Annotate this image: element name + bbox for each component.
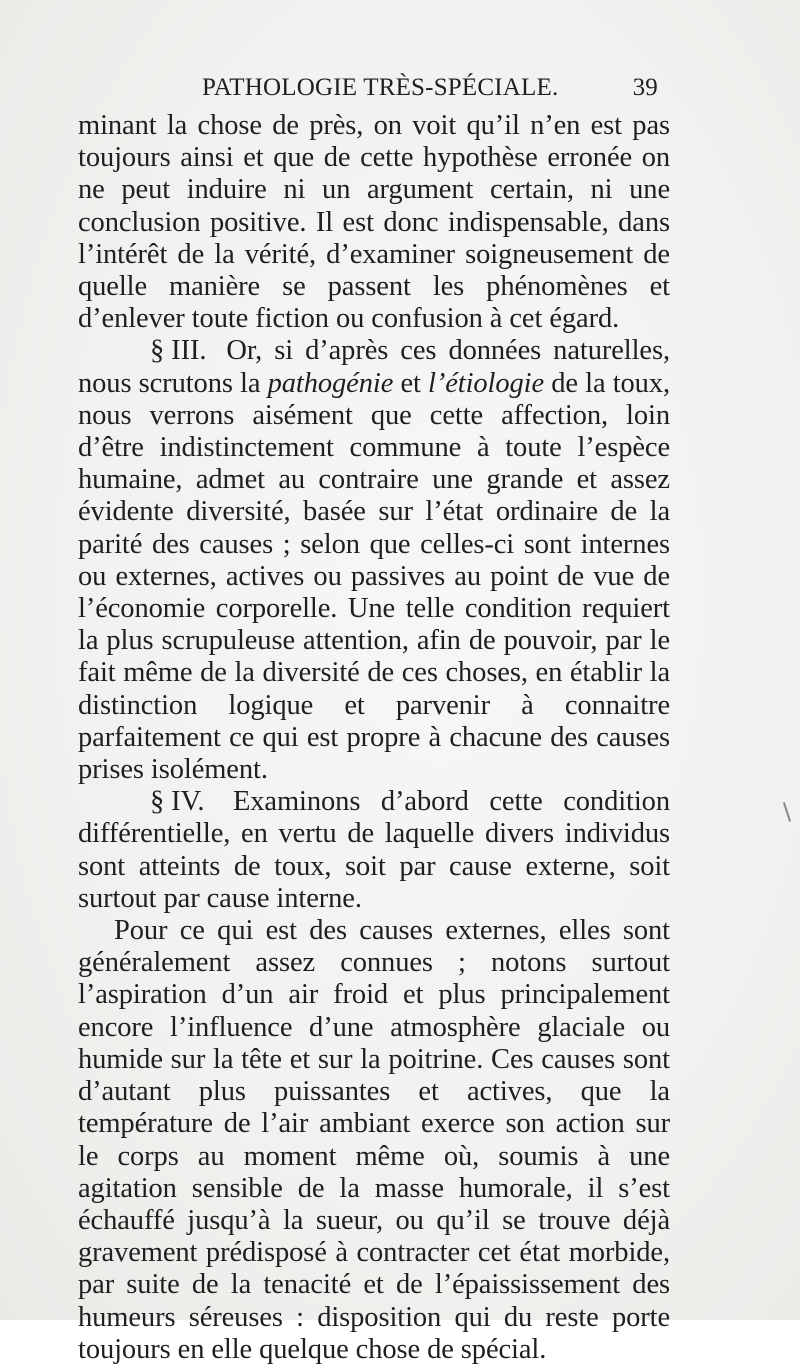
section-iv-paragraph [78,786,670,915]
page-number: 39 [632,74,658,101]
section-mark-iv: § IV. [150,786,205,818]
external-causes-paragraph [78,915,670,1366]
section-mark-iii: § III. [150,335,207,367]
running-head [78,74,658,108]
body-text [78,110,670,1366]
section-iv-text: Examinons d’abord cette condition différentielle, en vertu de laquelle divers individus sont atteints de toux, soit par cause externe, soit surtout par cause interne. [78,786,670,914]
section-iii-text-a: Or, si d’après ces données naturelles, nous scrutons la [78,335,670,399]
margin-mark [783,802,791,822]
running-title: PATHOLOGIE TRÈS-SPÉCIALE. [202,74,559,101]
paragraph-continued [78,110,670,335]
section-iii-text-c: de la toux, nous verrons aisément que cette affection, loin d’être indistinctement commune à toute l’espèce humaine, admet au contraire une grande et assez évidente diversité, basée sur l’état ordinaire de la parité des causes ; selon que celles-ci sont internes ou externes, actives ou passives au point de vue de l’économie corporelle. Une telle condition requiert la plus scrupuleuse attention, afin de pouvoir, par le fait même de la diversité de ces choses, en établir la distinction logique et parvenir à connaitre parfaitement ce qui est propre à chacune des causes prises isolément. [78,367,671,786]
paragraph-text: Pour ce qui est des causes externes, elles sont généralement assez connues ; notons surtout l’aspiration d’un air froid et plus principalement encore l’influence d’une atmosphère glaciale ou humide sur la tête et sur la poitrine. Ces causes sont d’autant plus puissantes et actives, que la température de l’air ambiant exerce son action sur le corps au moment même où, soumis à une agitation sensible de la masse humorale, il s’est échauffé jusqu’à la sueur, ou qu’il se trouve déjà gravement prédisposé à contracter cet état morbide, par suite de la tenacité et de l’épaississement des humeurs séreuses : disposition qui du reste porte toujours en elle quelque chose de spécial. [78,915,670,1365]
term-pathogenie: pathogénie [267,367,394,399]
paragraph-text: minant la chose de près, on voit qu’il n’en est pas toujours ainsi et que de cette hypothèse erronée on ne peut induire ni un argument certain, ni une conclusion positive. Il est donc indispensable, dans l’intérêt de la vérité, d’examiner soigneusement de quelle manière se passent les phénomènes et d’enlever toute fiction ou confusion à cet égard. [78,110,670,335]
term-etiologie: l’étiologie [428,367,545,399]
section-iii-text-b: et [393,367,429,399]
section-iii-paragraph [78,335,670,786]
